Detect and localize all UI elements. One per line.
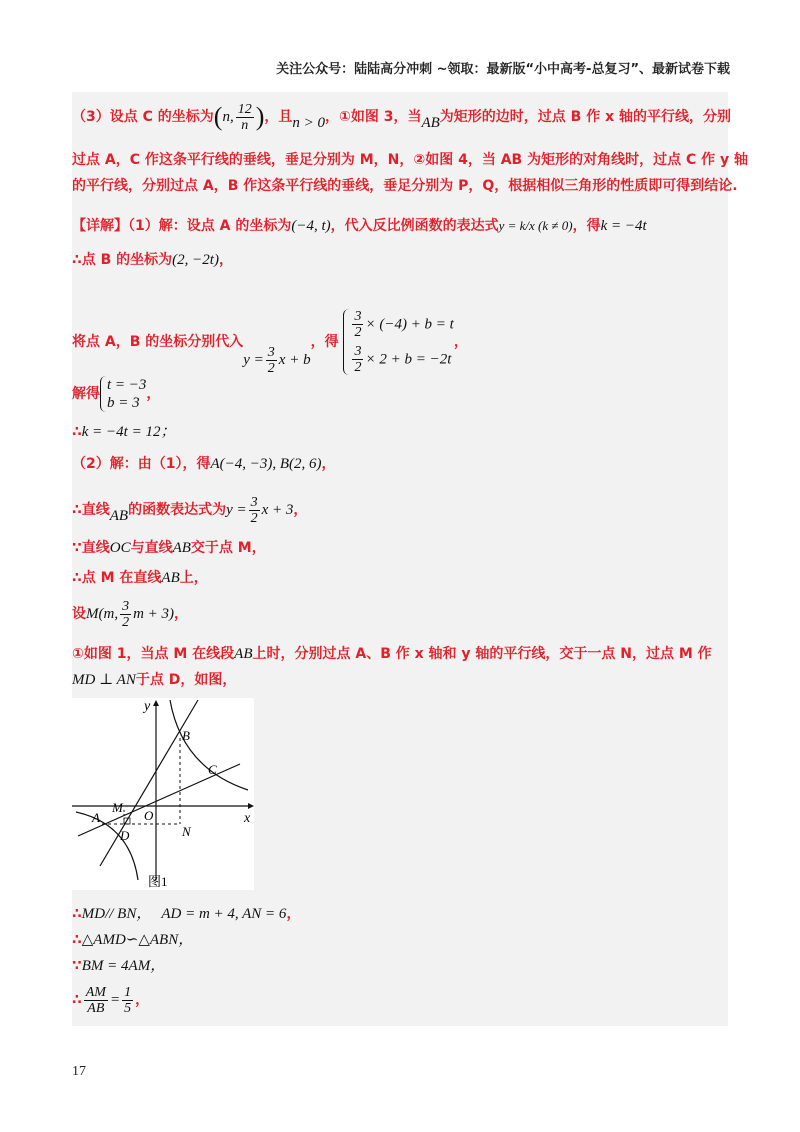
label-c: C	[208, 762, 217, 777]
line-3: 的平行线，分别过点 A，B 作这条平行线的垂线，垂足分别为 P，Q，根据相似三角形的性质即可得到结论.	[72, 178, 738, 194]
y-axis-arrow	[153, 700, 159, 706]
label-a: A	[92, 810, 100, 825]
line-8: ∴k = −4t = 12；	[72, 424, 176, 440]
figure-caption: 图1	[148, 874, 168, 889]
page-header: 关注公众号：陆陆高分冲刺 ~领取：最新版“小中高考-总复习”、最新试卷下载	[276, 62, 730, 77]
line-13: 设M(m, $\frac{3}{2}$ m + 3)，	[72, 598, 189, 630]
line-11: ∵直线OC与直线AB交于点 M，	[72, 540, 266, 556]
hyperbola-branch-2	[76, 812, 138, 880]
line-19: ∴ $\frac{AM}{AB}$ = $\frac{1}{5}$ ，	[72, 984, 150, 1016]
line-2: 过点 A，C 作这条平行线的垂线，垂足分别为 M，N，②如图 4，当 AB 为矩形的对角线时，过点 C 作 y 轴	[72, 152, 748, 168]
line-4: 【详解】（1）解：设点 A 的坐标为(−4, t)，代入反比例函数的表达式y = k/x (k ≠ 0)，得k = −4t	[72, 218, 647, 234]
line-17: ∴△AMD∽△ABN，	[72, 932, 194, 948]
line-ab	[100, 700, 198, 866]
label-y: y	[144, 699, 151, 714]
label-b: B	[182, 728, 190, 743]
line-10: ∴直线AB的函数表达式为y = $\frac{3}{2}$ x + 3，	[72, 494, 308, 526]
line-16: ∴MD// BN， AD = m + 4, AN = 6，	[72, 906, 301, 922]
line-1: （3）设点 C 的坐标为(n, $\frac{12}{n}$ )，且n > 0，①如图 3，当AB为矩形的边时，过点 B 作 x 轴的平行线，分别	[72, 101, 731, 133]
page-number: 17	[72, 1064, 86, 1079]
line-18: ∵BM = 4AM，	[72, 958, 166, 974]
label-m: M	[112, 800, 123, 815]
line-14: ①如图 1，当点 M 在线段AB上时，分别过点 A、B 作 x 轴和 y 轴的平行线，交于一点 N，过点 M 作	[72, 646, 712, 662]
label-x: x	[244, 811, 251, 826]
label-d: D	[120, 828, 130, 843]
solution-content	[72, 92, 748, 1026]
figure-1	[72, 698, 254, 890]
label-n: N	[182, 824, 191, 839]
label-o: O	[144, 808, 154, 823]
figure-1-graph	[72, 698, 254, 890]
line-9: （2）解：由（1），得A(−4, −3), B(2, 6)，	[72, 456, 336, 472]
line-7: 解得 t = −3 b = 3 ，	[72, 377, 161, 411]
line-5: ∴点 B 的坐标为(2, −2t)，	[72, 252, 233, 268]
line-15: MD ⊥ AN于点 D，如图，	[72, 672, 237, 688]
line-6: 将点 A，B 的坐标分别代入y = $\frac{3}{2}$ x + b，得 $\frac{3}{2}$ × (−4) + b = t $\frac{3}{2}$ × 2 + b = −2t ，	[72, 309, 468, 376]
line-12: ∴点 M 在直线AB上，	[72, 570, 208, 586]
x-axis-arrow	[248, 803, 254, 809]
